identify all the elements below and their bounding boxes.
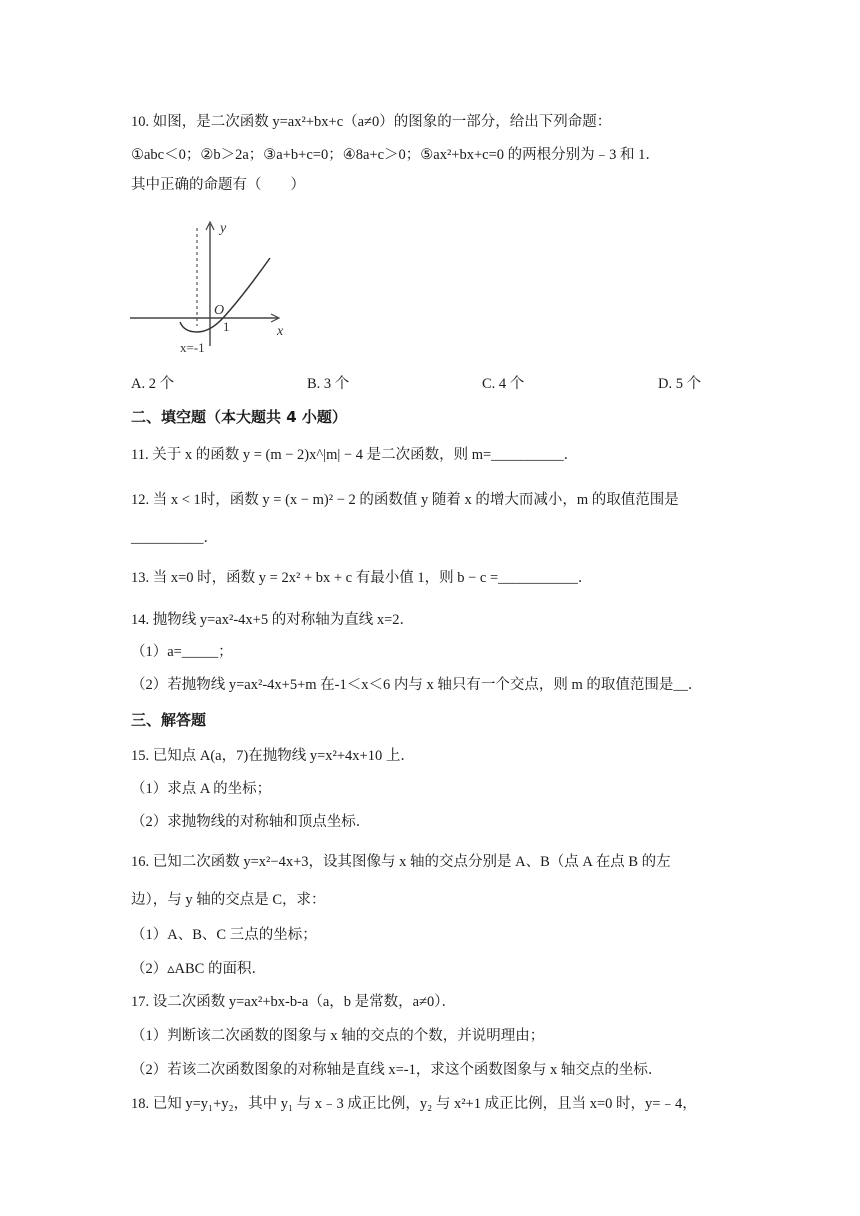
tick-one-label: 1 [223, 319, 230, 334]
q15-part1: （1）求点 A 的坐标； [131, 781, 272, 797]
q16: 16. 已知二次函数 y=x²−4x+3，设其图像与 x 轴的交点分别是 A、B（点 A 在点 B 的左 [131, 854, 671, 870]
section-answer-heading: 三、解答题 [131, 711, 207, 729]
y-axis-label: y [220, 221, 227, 236]
q16-part2: （2）▵ABC 的面积． [131, 961, 266, 977]
option-d: D. 5 个 [658, 376, 702, 392]
q15-part2: （2）求抛物线的对称轴和顶点坐标． [131, 814, 371, 830]
parabola-graph [128, 218, 298, 358]
q15: 15. 已知点 A(a，7)在抛物线 y=x²+4x+10 上． [131, 748, 415, 764]
q10-stem: 10. 如图，是二次函数 y=ax²+bx+c（a≠0）的图象的一部分，给出下列命题： [131, 114, 612, 130]
q17-part2: （2）若该二次函数图象的对称轴是直线 x=-1，求这个函数图象与 x 轴交点的坐标． [131, 1062, 663, 1078]
q16-cont: 边），与 y 轴的交点是 C，求： [131, 892, 326, 908]
option-a: A. 2 个 [131, 376, 175, 392]
parabola-svg [128, 218, 298, 358]
q14: 14. 抛物线 y=ax²-4x+5 的对称轴为直线 x=2． [131, 612, 415, 628]
q12: 12. 当 x < 1时，函数 y = (x − m)² − 2 的函数值 y 随着 x 的增大而减小，m 的取值范围是 [131, 492, 679, 508]
q17-part1: （1）判断该二次函数的图象与 x 轴的交点的个数，并说明理由； [131, 1028, 545, 1044]
x-axis-label: x [277, 324, 284, 339]
q14-part1: （1）a=_____； [131, 644, 233, 660]
q16-part1: （1）A、B、C 三点的坐标； [131, 927, 317, 943]
q12-blank: __________． [131, 530, 218, 546]
q17: 17. 设二次函数 y=ax²+bx-b-a（a，b 是常数，a≠0）． [131, 994, 457, 1010]
q18: 18. 已知 y=y₁+y₂，其中 y₁ 与 x﹣3 成正比例，y₂ 与 x²+1 成正比例，且当 x=0 时，y=﹣4， [131, 1096, 697, 1112]
origin-label: O [214, 303, 225, 318]
q10-question: 其中正确的命题有（ ） [131, 177, 305, 193]
section-fill-in-heading: 二、填空题（本大题共 4 小题） [131, 408, 347, 426]
q13: 13. 当 x=0 时，函数 y = 2x² + bx + c 有最小值 1，则 b − c =___________． [131, 570, 593, 586]
option-c: C. 4 个 [482, 376, 525, 392]
symmetry-label: x=-1 [180, 340, 205, 355]
q10-options [131, 372, 811, 392]
q10-propositions: ①abc＜0；②b＞2a；③a+b+c=0；④8a+c＞0；⑤ax²+bx+c=0 的两根分别为﹣3 和 1． [131, 147, 660, 163]
q11: 11. 关于 x 的函数 y = (m − 2)x^|m| − 4 是二次函数，则 m=__________． [131, 447, 579, 463]
q14-part2: （2）若抛物线 y=ax²-4x+5+m 在-1＜x＜6 内与 x 轴只有一个交点，则 m 的取值范围是__． [131, 677, 703, 693]
option-b: B. 3 个 [307, 376, 350, 392]
